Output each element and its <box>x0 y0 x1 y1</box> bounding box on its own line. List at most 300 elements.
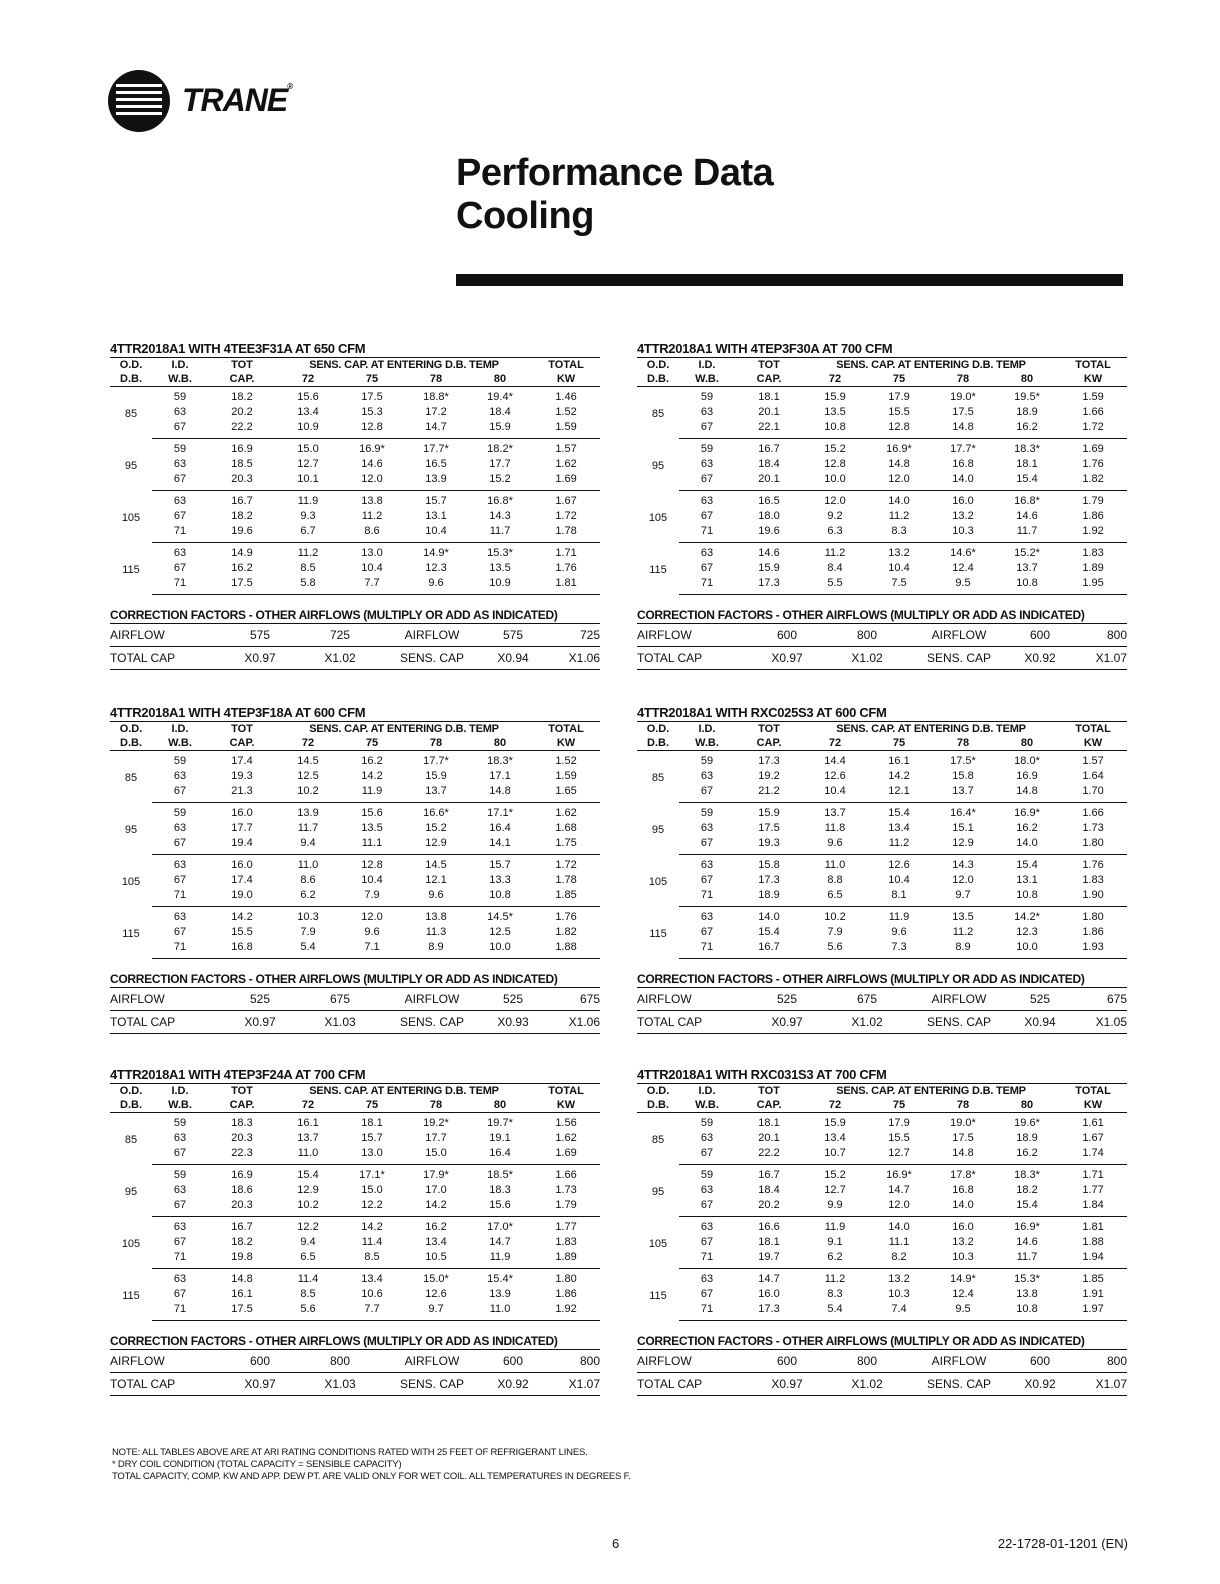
table-cell: 15.7 <box>425 495 447 507</box>
table-cell: 63 <box>700 1184 714 1196</box>
col-header-80: 80 <box>995 1098 1059 1113</box>
col-header-total: TOTAL <box>532 722 600 737</box>
table-cell: 16.4 <box>489 822 511 834</box>
table-cell: 19.5* <box>1014 391 1040 403</box>
table-cell: 14.0 <box>888 1221 910 1233</box>
table-cell: 10.0 <box>468 940 532 959</box>
correction-cell: X0.92 <box>1011 647 1069 670</box>
table-cell: 20.3 <box>231 1132 253 1144</box>
table-row <box>110 836 600 855</box>
table-row <box>637 1269 1127 1288</box>
table-cell: 16.0 <box>758 1288 780 1300</box>
table-title: 4TTR2018A1 WITH 4TEP3F24A AT 700 CFM <box>110 1067 366 1082</box>
table-cell: 9.4 <box>300 1236 316 1248</box>
table-cell: 5.6 <box>276 1302 340 1321</box>
correction-label: TOTAL CAP <box>110 1011 220 1034</box>
od-temp-cell: 115 <box>122 563 140 576</box>
col-header-72: 72 <box>276 736 340 751</box>
table-cell: 1.90 <box>1059 888 1127 907</box>
table-cell: 8.5 <box>300 562 316 574</box>
table-cell: 1.46 <box>555 391 577 403</box>
table-row <box>110 1302 600 1321</box>
col-header-total: TOTAL <box>1059 358 1127 373</box>
table-cell: 71 <box>679 524 735 543</box>
table-cell: 17.5 <box>208 576 276 595</box>
table-cell: 12.1 <box>425 874 447 886</box>
table-cell: 12.5 <box>489 926 511 938</box>
table-cell: 19.4 <box>208 836 276 855</box>
table-cell: 12.0 <box>867 472 931 491</box>
table-row <box>110 1250 600 1269</box>
table-cell: 17.5 <box>758 822 780 834</box>
table-cell: 5.5 <box>803 576 867 595</box>
table-cell: 11.3 <box>425 926 447 938</box>
table-cell: 15.5 <box>888 406 910 418</box>
table-cell: 7.1 <box>340 940 404 959</box>
table-cell: 15.6 <box>361 807 383 819</box>
table-cell: 1.79 <box>1082 495 1104 507</box>
table-cell: 1.81 <box>532 576 600 595</box>
table-cell: 11.7 <box>995 524 1059 543</box>
correction-cell: X1.07 <box>1069 647 1127 670</box>
table-cell: 6.2 <box>276 888 340 907</box>
table-cell: 67 <box>152 1198 208 1217</box>
table-cell: 16.9* <box>886 1169 912 1181</box>
table-cell: 1.76 <box>555 911 577 923</box>
col-header-db: D.B. <box>110 736 152 751</box>
table-cell: 16.1 <box>297 1117 319 1129</box>
table-cell: 1.82 <box>1059 472 1127 491</box>
correction-cell: 525 <box>747 988 827 1011</box>
col-header-id: I.D. <box>679 358 735 373</box>
col-header-total: TOTAL <box>1059 722 1127 737</box>
table-cell: 17.9* <box>423 1169 449 1181</box>
table-cell: 6.5 <box>276 1250 340 1269</box>
correction-cell: X0.92 <box>484 1373 542 1396</box>
col-header-db: D.B. <box>110 1098 152 1113</box>
correction-label: SENS. CAP <box>907 1373 1011 1396</box>
table-cell: 14.2* <box>1014 911 1040 923</box>
col-header-78: 78 <box>931 736 995 751</box>
table-cell: 16.0 <box>952 495 974 507</box>
table-cell: 63 <box>173 547 187 559</box>
table-cell: 15.2* <box>1014 547 1040 559</box>
table-cell: 1.86 <box>1082 926 1104 938</box>
table-cell: 1.71 <box>555 547 577 559</box>
table-cell: 1.57 <box>1082 755 1104 767</box>
table-cell: 12.0 <box>867 1198 931 1217</box>
table-cell: 11.2 <box>888 510 910 522</box>
table-cell: 14.2 <box>361 1221 383 1233</box>
col-header-78: 78 <box>931 1098 995 1113</box>
correction-label: SENS. CAP <box>907 1011 1011 1034</box>
table-cell: 1.92 <box>1059 524 1127 543</box>
table-cell: 16.7 <box>735 940 803 959</box>
table-cell: 17.4 <box>231 755 253 767</box>
table-cell: 63 <box>700 911 714 923</box>
table-cell: 59 <box>173 755 187 767</box>
correction-cell: 525 <box>220 988 300 1011</box>
correction-label: SENS. CAP <box>380 1373 484 1396</box>
table-cell: 9.1 <box>827 1236 843 1248</box>
table-cell: 1.72 <box>555 510 577 522</box>
table-cell: 13.1 <box>1016 874 1038 886</box>
table-cell: 67 <box>679 836 735 855</box>
table-cell: 12.8 <box>824 458 846 470</box>
od-temp-cell: 95 <box>124 459 138 472</box>
table-cell: 1.75 <box>532 836 600 855</box>
correction-table <box>110 623 600 670</box>
table-cell: 1.80 <box>1059 836 1127 855</box>
table-row <box>637 509 1127 524</box>
performance-table <box>637 721 1127 959</box>
table-cell: 7.9 <box>827 926 843 938</box>
table-cell: 10.9 <box>468 576 532 595</box>
table-cell: 7.7 <box>340 576 404 595</box>
correction-title: CORRECTION FACTORS - OTHER AIRFLOWS (MULTIPLY OR ADD AS INDICATED) <box>637 608 1085 622</box>
table-cell: 15.5 <box>888 1132 910 1144</box>
brand-name: TRANE® <box>182 82 293 118</box>
table-cell: 13.3 <box>489 874 511 886</box>
table-cell: 8.6 <box>300 874 316 886</box>
table-cell: 18.1 <box>758 1236 780 1248</box>
table-cell: 1.68 <box>555 822 577 834</box>
table-cell: 16.8 <box>208 940 276 959</box>
table-cell: 15.0* <box>423 1273 449 1285</box>
correction-cell: 600 <box>484 1350 542 1373</box>
od-temp-cell: 105 <box>648 1237 668 1250</box>
od-temp-cell: 105 <box>121 511 141 524</box>
table-row <box>637 821 1127 836</box>
table-cell: 9.5 <box>931 576 995 595</box>
col-header-cap: CAP. <box>735 372 803 387</box>
table-cell: 17.7* <box>950 443 976 455</box>
correction-cell: X0.94 <box>484 647 542 670</box>
table-cell: 13.2 <box>952 510 974 522</box>
table-cell: 17.8* <box>950 1169 976 1181</box>
table-cell: 15.4 <box>297 1169 319 1181</box>
table-row <box>110 472 600 491</box>
table-cell: 10.2 <box>276 784 340 803</box>
table-cell: 18.3 <box>231 1117 253 1129</box>
table-cell: 17.9 <box>888 1117 910 1129</box>
table-cell: 67 <box>173 874 187 886</box>
table-cell: 10.4 <box>803 784 867 803</box>
table-cell: 9.2 <box>827 510 843 522</box>
table-cell: 11.9 <box>297 495 319 507</box>
table-cell: 63 <box>173 406 187 418</box>
table-row <box>110 420 600 439</box>
table-cell: 11.4 <box>297 1273 319 1285</box>
correction-cell: X1.06 <box>542 1011 600 1034</box>
col-header-80: 80 <box>468 736 532 751</box>
table-cell: 12.7 <box>867 1146 931 1165</box>
table-row <box>637 940 1127 959</box>
table-cell: 14.9 <box>231 547 253 559</box>
table-cell: 1.86 <box>555 1288 577 1300</box>
table-row <box>110 1146 600 1165</box>
table-row <box>637 1131 1127 1146</box>
table-cell: 1.92 <box>532 1302 600 1321</box>
col-header-kw: KW <box>1059 372 1127 387</box>
table-row <box>637 457 1127 472</box>
table-row <box>637 1235 1127 1250</box>
table-cell: 14.8 <box>231 1273 253 1285</box>
table-row <box>110 888 600 907</box>
table-cell: 11.7 <box>297 822 319 834</box>
table-cell: 63 <box>173 1221 187 1233</box>
od-temp-cell: 95 <box>651 459 665 472</box>
table-cell: 16.5 <box>425 458 447 470</box>
table-cell: 14.0 <box>931 1198 995 1217</box>
correction-row-airflow <box>637 624 1127 647</box>
correction-label: TOTAL CAP <box>637 1011 747 1034</box>
table-row <box>637 1198 1127 1217</box>
table-cell: 1.69 <box>532 472 600 491</box>
table-cell: 11.9 <box>824 1221 846 1233</box>
table-cell: 16.7 <box>231 1221 253 1233</box>
table-cell: 15.6 <box>468 1198 532 1217</box>
trane-logo <box>108 70 308 132</box>
table-cell: 17.5 <box>952 1132 974 1144</box>
table-cell: 7.9 <box>340 888 404 907</box>
table-cell: 1.81 <box>1082 1221 1104 1233</box>
col-header-72: 72 <box>276 1098 340 1113</box>
table-cell: 16.2 <box>1016 822 1038 834</box>
correction-row-cap <box>637 647 1127 670</box>
document-number: 22-1728-01-1201 (EN) <box>997 1536 1128 1551</box>
correction-cell: X1.02 <box>300 647 380 670</box>
table-cell: 1.76 <box>555 562 577 574</box>
col-header-tot: TOT <box>208 1084 276 1099</box>
correction-label: AIRFLOW <box>110 988 220 1011</box>
col-header-72: 72 <box>803 1098 867 1113</box>
table-cell: 13.2 <box>952 1236 974 1248</box>
table-row <box>110 543 600 562</box>
table-row <box>110 1183 600 1198</box>
table-cell: 11.2 <box>824 1273 846 1285</box>
table-cell: 10.5 <box>404 1250 468 1269</box>
table-cell: 9.5 <box>931 1302 995 1321</box>
table-cell: 21.2 <box>735 784 803 803</box>
table-cell: 11.7 <box>468 524 532 543</box>
table-cell: 59 <box>173 391 187 403</box>
correction-cell: X1.06 <box>542 647 600 670</box>
table-cell: 17.0 <box>425 1184 447 1196</box>
col-header-wb: W.B. <box>679 372 735 387</box>
table-cell: 1.91 <box>1082 1288 1104 1300</box>
table-cell: 1.62 <box>555 807 577 819</box>
table-cell: 71 <box>152 940 208 959</box>
table-cell: 15.9 <box>425 770 447 782</box>
table-cell: 71 <box>679 888 735 907</box>
col-header-od: O.D. <box>110 1084 152 1099</box>
table-cell: 1.80 <box>1082 911 1104 923</box>
col-header-id: I.D. <box>679 722 735 737</box>
table-cell: 1.52 <box>555 755 577 767</box>
performance-table <box>110 1083 600 1321</box>
table-cell: 1.66 <box>1082 807 1104 819</box>
footnotes <box>112 1447 631 1483</box>
table-cell: 63 <box>173 859 187 871</box>
table-cell: 63 <box>700 1132 714 1144</box>
table-cell: 67 <box>700 926 714 938</box>
table-cell: 1.85 <box>532 888 600 907</box>
correction-row-cap <box>637 1373 1127 1396</box>
table-cell: 1.73 <box>555 1184 577 1196</box>
table-row <box>110 387 600 406</box>
correction-title: CORRECTION FACTORS - OTHER AIRFLOWS (MULTIPLY OR ADD AS INDICATED) <box>637 972 1085 986</box>
table-cell: 14.8 <box>995 784 1059 803</box>
table-cell: 14.2 <box>231 911 253 923</box>
table-cell: 8.4 <box>827 562 843 574</box>
table-cell: 1.61 <box>1082 1117 1104 1129</box>
table-cell: 18.1 <box>758 1117 780 1129</box>
table-cell: 13.7 <box>404 784 468 803</box>
page-title <box>456 152 773 238</box>
table-cell: 8.5 <box>300 1288 316 1300</box>
od-temp-cell: 115 <box>649 927 667 940</box>
table-cell: 10.9 <box>276 420 340 439</box>
col-header-72: 72 <box>276 372 340 387</box>
table-cell: 1.88 <box>532 940 600 959</box>
table-cell: 59 <box>700 443 714 455</box>
table-cell: 17.5* <box>950 755 976 767</box>
col-header-od: O.D. <box>637 1084 679 1099</box>
col-header-id: I.D. <box>152 358 208 373</box>
table-cell: 14.0 <box>888 495 910 507</box>
table-cell: 1.78 <box>532 524 600 543</box>
table-cell: 71 <box>679 1250 735 1269</box>
table-row <box>637 1287 1127 1302</box>
table-cell: 1.59 <box>555 770 577 782</box>
correction-cell: X0.97 <box>220 1011 300 1034</box>
table-cell: 12.7 <box>824 1184 846 1196</box>
od-temp-cell: 85 <box>124 407 138 420</box>
table-cell: 15.3* <box>487 547 513 559</box>
correction-cell: X1.05 <box>1069 1011 1127 1034</box>
table-row <box>110 821 600 836</box>
correction-cell: 525 <box>1011 988 1069 1011</box>
table-cell: 20.1 <box>758 1132 780 1144</box>
table-cell: 13.0 <box>361 547 383 559</box>
table-cell: 18.0* <box>1014 755 1040 767</box>
table-cell: 18.1 <box>1016 458 1038 470</box>
table-cell: 18.2 <box>231 1236 253 1248</box>
table-cell: 1.80 <box>555 1273 577 1285</box>
correction-row-airflow <box>110 624 600 647</box>
table-row <box>637 387 1127 406</box>
table-cell: 16.0 <box>231 807 253 819</box>
table-cell: 12.9 <box>404 836 468 855</box>
table-cell: 20.1 <box>735 472 803 491</box>
table-cell: 17.7 <box>231 822 253 834</box>
table-row <box>637 1146 1127 1165</box>
table-cell: 67 <box>173 562 187 574</box>
correction-label: TOTAL CAP <box>637 647 747 670</box>
table-cell: 11.2 <box>952 926 974 938</box>
table-row <box>110 524 600 543</box>
od-temp-cell: 85 <box>651 407 665 420</box>
table-cell: 7.5 <box>867 576 931 595</box>
table-cell: 19.6* <box>1014 1117 1040 1129</box>
od-temp-cell: 95 <box>651 1185 665 1198</box>
table-cell: 10.0 <box>803 472 867 491</box>
table-cell: 16.2 <box>425 1221 447 1233</box>
col-header-78: 78 <box>931 372 995 387</box>
table-cell: 67 <box>152 784 208 803</box>
table-cell: 15.2 <box>468 472 532 491</box>
table-cell: 13.7 <box>931 784 995 803</box>
performance-table <box>637 357 1127 595</box>
table-cell: 18.9 <box>1016 406 1038 418</box>
table-cell: 17.3 <box>735 1302 803 1321</box>
table-cell: 16.2 <box>995 420 1059 439</box>
table-cell: 9.7 <box>931 888 995 907</box>
table-cell: 9.4 <box>276 836 340 855</box>
table-cell: 12.0 <box>361 911 383 923</box>
table-cell: 12.0 <box>952 874 974 886</box>
table-cell: 16.9 <box>231 1169 253 1181</box>
col-header-72: 72 <box>803 736 867 751</box>
table-cell: 13.4 <box>888 822 910 834</box>
od-temp-cell: 115 <box>122 1289 140 1302</box>
col-header-db: D.B. <box>637 736 679 751</box>
table-cell: 19.6 <box>735 524 803 543</box>
table-cell: 15.3 <box>361 406 383 418</box>
table-cell: 19.2* <box>423 1117 449 1129</box>
table-cell: 1.62 <box>555 458 577 470</box>
table-row <box>637 855 1127 874</box>
table-cell: 17.1* <box>359 1169 385 1181</box>
table-cell: 15.3* <box>1014 1273 1040 1285</box>
correction-label: SENS. CAP <box>380 647 484 670</box>
table-cell: 16.8* <box>487 495 513 507</box>
table-cell: 15.7 <box>489 859 511 871</box>
table-cell: 67 <box>700 1288 714 1300</box>
col-header-kw: KW <box>532 372 600 387</box>
table-cell: 10.4 <box>404 524 468 543</box>
table-cell: 10.0 <box>995 940 1059 959</box>
col-header-id: I.D. <box>679 1084 735 1099</box>
table-cell: 67 <box>679 1146 735 1165</box>
correction-label: AIRFLOW <box>380 624 484 647</box>
table-cell: 63 <box>700 406 714 418</box>
od-temp-cell: 95 <box>124 1185 138 1198</box>
table-cell: 19.2 <box>758 770 780 782</box>
table-cell: 1.76 <box>1082 458 1104 470</box>
table-cell: 19.8 <box>208 1250 276 1269</box>
col-header-id: I.D. <box>152 1084 208 1099</box>
table-row <box>110 751 600 770</box>
correction-cell: 600 <box>1011 1350 1069 1373</box>
col-header-75: 75 <box>340 736 404 751</box>
table-cell: 1.69 <box>532 1146 600 1165</box>
table-cell: 8.9 <box>931 940 995 959</box>
table-cell: 67 <box>700 1236 714 1248</box>
table-cell: 59 <box>173 1117 187 1129</box>
table-cell: 63 <box>173 770 187 782</box>
table-cell: 19.0 <box>208 888 276 907</box>
table-cell: 16.8 <box>952 1184 974 1196</box>
table-cell: 19.0* <box>950 1117 976 1129</box>
correction-cell: X0.97 <box>747 647 827 670</box>
correction-label: AIRFLOW <box>907 1350 1011 1373</box>
table-cell: 67 <box>173 510 187 522</box>
table-cell: 12.7 <box>297 458 319 470</box>
table-row <box>110 491 600 510</box>
table-cell: 16.7 <box>231 495 253 507</box>
